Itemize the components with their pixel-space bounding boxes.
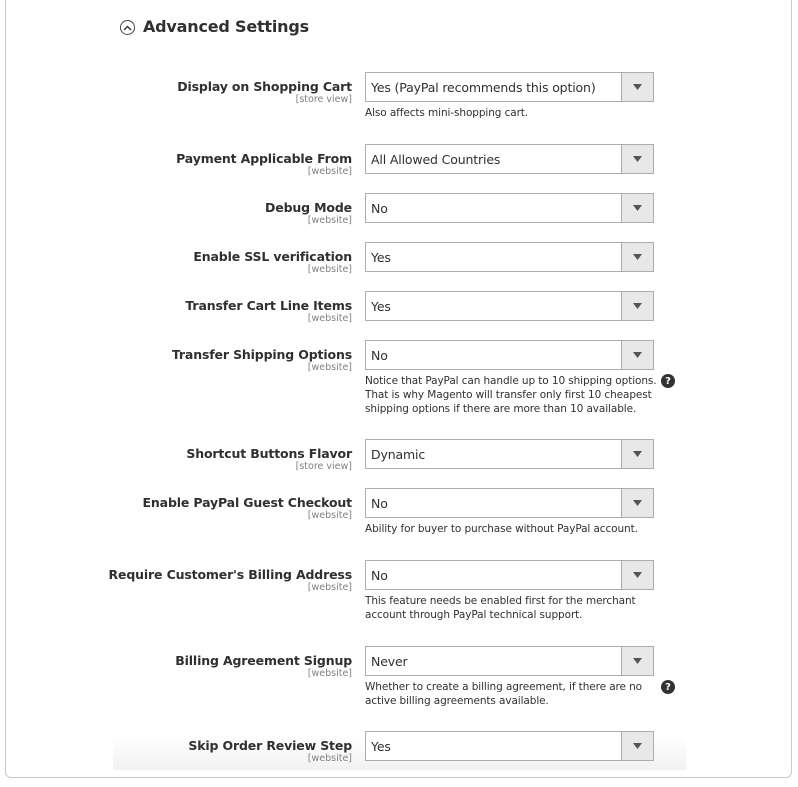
transfer-cart-line-items-select[interactable]: [365, 291, 654, 321]
dropdown-arrow-icon: [621, 440, 653, 468]
field-label: Transfer Cart Line Items: [185, 298, 352, 313]
select-value: Yes (PayPal recommends this option): [371, 79, 596, 95]
select-value: Never: [371, 653, 408, 669]
section-title: Advanced Settings: [143, 16, 309, 36]
help-icon[interactable]: ?: [661, 374, 675, 388]
field-label: Require Customer's Billing Address: [108, 567, 352, 582]
dropdown-arrow-icon: [621, 489, 653, 517]
help-icon[interactable]: ?: [661, 680, 675, 694]
select-value: No: [371, 200, 388, 216]
billing-agreement-signup-select[interactable]: [365, 646, 654, 676]
dropdown-arrow-icon: [621, 561, 653, 589]
field-note: Ability for buyer to purchase without PayPal account.: [365, 523, 638, 535]
field-scope: [website]: [307, 753, 352, 764]
field-label: Payment Applicable From: [176, 151, 352, 166]
select-value: All Allowed Countries: [371, 151, 501, 167]
select-value: No: [371, 495, 388, 511]
debug-mode-select[interactable]: [365, 193, 654, 223]
dropdown-arrow-icon: [621, 292, 653, 320]
field-scope: [store view]: [295, 94, 352, 105]
select-value: No: [371, 567, 388, 583]
transfer-shipping-options-select[interactable]: [365, 340, 654, 370]
field-note: Notice that PayPal can handle up to 10 shipping options. That is why Magento will transfer only first 10 cheapest shipping options if there are more than 10 available.: [365, 375, 657, 415]
field-note: Whether to create a billing agreement, if there are no active billing agreements available.: [365, 681, 642, 707]
chevron-up-icon: [120, 20, 135, 35]
field-label: Debug Mode: [265, 200, 352, 215]
dropdown-arrow-icon: [621, 647, 653, 675]
field-scope: [website]: [307, 215, 352, 226]
shortcut-buttons-flavor-select[interactable]: [365, 439, 654, 469]
field-label: Shortcut Buttons Flavor: [186, 446, 352, 461]
select-value: Dynamic: [371, 446, 426, 462]
field-label: Billing Agreement Signup: [175, 653, 352, 668]
field-label: Transfer Shipping Options: [171, 347, 352, 362]
section-toggle-advanced-settings[interactable]: [120, 14, 309, 38]
dropdown-arrow-icon: [621, 243, 653, 271]
field-label: Skip Order Review Step: [188, 738, 352, 753]
field-scope: [website]: [307, 166, 352, 177]
field-note: This feature needs be enabled first for the merchant account through PayPal technical support.: [365, 595, 636, 621]
dropdown-arrow-icon: [621, 145, 653, 173]
field-scope: [website]: [307, 264, 352, 275]
select-value: Yes: [371, 249, 391, 265]
field-label: Display on Shopping Cart: [177, 79, 352, 94]
select-value: Yes: [371, 738, 391, 754]
field-scope: [website]: [307, 668, 352, 679]
field-label: Enable PayPal Guest Checkout: [142, 495, 352, 510]
dropdown-arrow-icon: [621, 73, 653, 101]
dropdown-arrow-icon: [621, 194, 653, 222]
field-label: Enable SSL verification: [193, 249, 352, 264]
enable-ssl-verification-select[interactable]: [365, 242, 654, 272]
field-scope: [website]: [307, 582, 352, 593]
field-scope: [website]: [307, 362, 352, 373]
field-note: Also affects mini-shopping cart.: [365, 107, 529, 119]
field-scope: [store view]: [295, 461, 352, 472]
payment-applicable-from-select[interactable]: [365, 144, 654, 174]
field-scope: [website]: [307, 510, 352, 521]
enable-paypal-guest-checkout-select[interactable]: [365, 488, 654, 518]
require-billing-address-select[interactable]: [365, 560, 654, 590]
dropdown-arrow-icon: [621, 732, 653, 760]
display-on-shopping-cart-select[interactable]: [365, 72, 654, 102]
select-value: No: [371, 347, 388, 363]
field-scope: [website]: [307, 313, 352, 324]
dropdown-arrow-icon: [621, 341, 653, 369]
select-value: Yes: [371, 298, 391, 314]
skip-order-review-step-select[interactable]: [365, 731, 654, 761]
